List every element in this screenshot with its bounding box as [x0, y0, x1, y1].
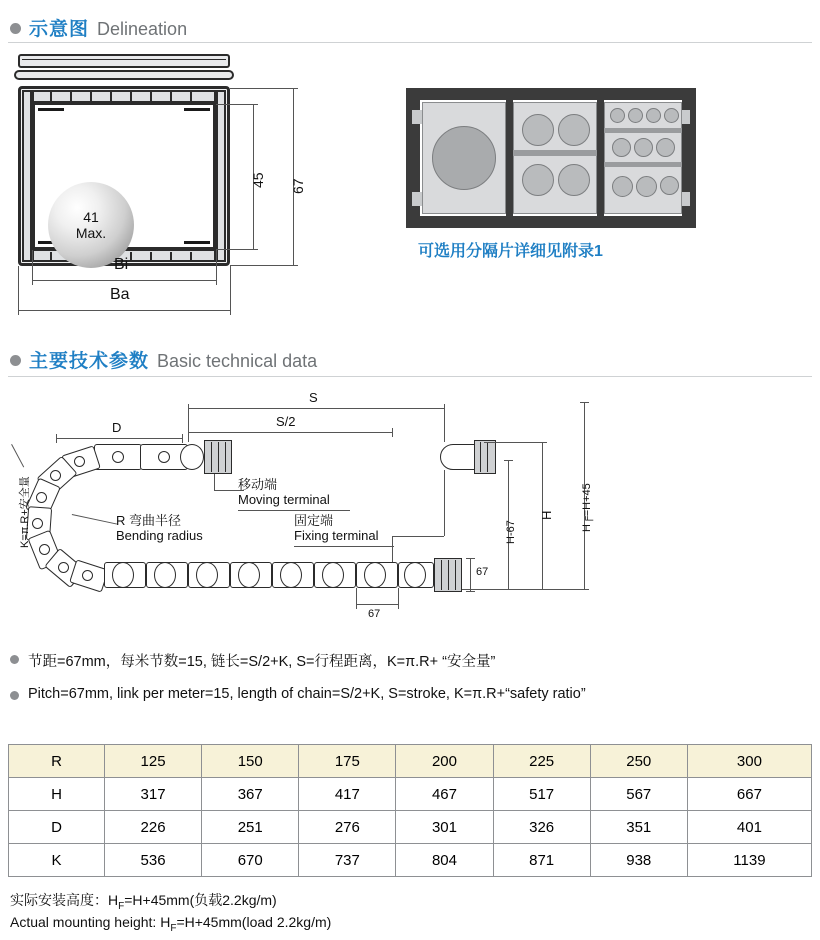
divider-note: 可选用分隔片详细见附录1 [418, 243, 603, 260]
bending-radius-label-en: Bending radius [116, 528, 203, 543]
tooth [110, 92, 112, 101]
tooth [150, 252, 152, 261]
table-cell: 938 [590, 844, 687, 877]
dim-label-ba: Ba [110, 286, 130, 303]
dim-label-D: D [112, 420, 122, 435]
dim-tick [188, 428, 189, 437]
ext-line [32, 250, 33, 282]
note-pitch-cn [10, 650, 800, 671]
divider-frame-bottom [406, 216, 696, 228]
table-cell: 670 [202, 844, 299, 877]
link-lens [364, 562, 386, 588]
table-cell: 300 [687, 745, 811, 778]
ext-line [230, 266, 231, 312]
dim-label-67-horizontal: 67 [368, 608, 381, 620]
divider-illustration [406, 88, 696, 228]
dim-label-HF: H╒=H+45 [581, 483, 593, 532]
terminal-rib [441, 560, 442, 590]
table-cell: 367 [202, 778, 299, 811]
table-cell: 871 [493, 844, 590, 877]
table-cell-label-R: R [9, 745, 105, 778]
cap-plate-line [22, 59, 226, 60]
footnote-cn-post: =H+45mm(负载2.2kg/m) [124, 892, 277, 908]
link-pin [74, 456, 85, 467]
table-cell: 667 [687, 778, 811, 811]
terminal-rib [480, 442, 481, 472]
ext-line [216, 104, 256, 105]
tooth [90, 92, 92, 101]
link-lens [180, 444, 204, 470]
ext-line [462, 589, 588, 590]
section-title-cn: 示意图 [29, 19, 90, 40]
underline [294, 546, 394, 547]
table-cell: 1139 [687, 844, 811, 877]
table-cell: 326 [493, 811, 590, 844]
cable-circle [612, 138, 631, 157]
ext-line [444, 408, 445, 442]
cross-section-drawing [10, 52, 350, 322]
terminal-rib [225, 442, 226, 472]
table-cell: 536 [105, 844, 202, 877]
dim-label-H: H [539, 510, 554, 520]
cable-circle [656, 138, 675, 157]
table-row-D [9, 811, 812, 844]
guide-line [392, 536, 444, 537]
dim-line-S2 [188, 432, 392, 433]
ext-line [216, 249, 256, 250]
corner-bracket [184, 241, 210, 244]
bullet-icon [10, 691, 19, 700]
cable-circle [646, 108, 661, 123]
terminal-rib [455, 560, 456, 590]
footnote-cn-pre: 实际安装高度：H [10, 892, 119, 908]
bullet-icon [10, 355, 21, 366]
divider-left-lug [412, 192, 422, 206]
section-title-en: Delineation [97, 19, 188, 39]
table-row-K [9, 844, 812, 877]
table-cell: 250 [590, 745, 687, 778]
bullet-icon [10, 23, 21, 34]
dim-line-67v [470, 558, 471, 592]
table-cell: 737 [299, 844, 396, 877]
link-lens [112, 562, 134, 588]
dim-tick [580, 589, 589, 590]
link-pin [158, 451, 170, 463]
table-cell-label-H: H [9, 778, 105, 811]
table-cell-label-K: K [9, 844, 105, 877]
link-lens [280, 562, 302, 588]
footnote-cn [10, 890, 277, 912]
cap-plate-bottom [14, 70, 234, 80]
fixing-terminal-label-en: Fixing terminal [294, 528, 379, 543]
link-lens [154, 562, 176, 588]
table-cell: 517 [493, 778, 590, 811]
terminal-rib [211, 442, 212, 472]
dim-line-K [11, 444, 24, 467]
corner-bracket [38, 108, 64, 111]
side-plate-right [216, 90, 226, 262]
cable-circle [522, 114, 554, 146]
cable-circle [558, 114, 590, 146]
divider-separator [597, 100, 604, 216]
fixing-terminal-label-cn: 固定端 [294, 513, 334, 528]
footnote-en-sub: F [170, 922, 177, 934]
dim-label-67: 67 [290, 178, 306, 194]
section-header-technical [10, 346, 317, 373]
dim-tick [580, 402, 589, 403]
tooth [190, 252, 192, 261]
cable-circle [664, 108, 679, 123]
table-cell: 200 [396, 745, 493, 778]
link-lens [238, 562, 260, 588]
terminal-rib [218, 442, 219, 472]
link-lens [322, 562, 344, 588]
link-pin [39, 544, 50, 555]
table-cell: 150 [202, 745, 299, 778]
table-cell: 225 [493, 745, 590, 778]
divider-shelf [604, 128, 682, 133]
divider-frame-right [682, 88, 696, 228]
table-cell: 417 [299, 778, 396, 811]
tooth [170, 92, 172, 101]
divider-left-lug [412, 110, 422, 124]
ext-line [230, 88, 296, 89]
table-cell: 125 [105, 745, 202, 778]
dim-label-K: K=π.R+安全量 [19, 476, 31, 548]
divider-frame-left [406, 88, 420, 228]
divider-frame-top [406, 88, 696, 100]
table-cell: 467 [396, 778, 493, 811]
dim-line-S [188, 408, 444, 409]
divider-shelf [604, 162, 682, 167]
dim-line-bi [32, 280, 216, 281]
link-lens [196, 562, 218, 588]
tooth [150, 92, 152, 101]
table-cell: 567 [590, 778, 687, 811]
link-lens [404, 562, 426, 588]
note-text-cn: 节距=67mm，每米节数=15, 链长=S/2+K, S=行程距离，K=π.R+ “安全量” [28, 654, 496, 670]
table-cell-label-D: D [9, 811, 105, 844]
spec-table [8, 744, 812, 877]
cable-circle [612, 176, 633, 197]
ext-line [398, 588, 399, 606]
chain-end-terminal [474, 440, 496, 474]
dim-tick [466, 558, 475, 559]
link-pin [50, 470, 61, 481]
leader-line [214, 474, 215, 490]
dim-line-67h [356, 604, 398, 605]
dim-label-S2: S/2 [276, 414, 296, 429]
tooth [170, 252, 172, 261]
ext-line [216, 250, 217, 282]
dim-line-D [56, 438, 182, 439]
footnote-en [10, 914, 331, 934]
dim-line-67 [293, 88, 294, 266]
link-pin [112, 451, 124, 463]
cable-circle [636, 176, 657, 197]
table-cell: 804 [396, 844, 493, 877]
note-text-en: Pitch=67mm, link per meter=15, length of chain=S/2+K, S=stroke, K=π.R+“safety ratio” [28, 686, 586, 702]
cable-circle [660, 176, 679, 195]
link-pin [32, 518, 43, 529]
dim-label-S: S [309, 390, 318, 405]
bore-max-label: Max. [75, 225, 107, 241]
corner-bracket [184, 108, 210, 111]
cable-circle [634, 138, 653, 157]
leader-line [72, 514, 117, 525]
table-cell: 276 [299, 811, 396, 844]
dim-tick [56, 434, 57, 443]
link-pin [82, 570, 93, 581]
divider-separator [506, 100, 513, 216]
tooth [130, 92, 132, 101]
table-cell: 401 [687, 811, 811, 844]
footnote-en-post: =H+45mm(load 2.2kg/m) [176, 914, 332, 930]
cable-circle [628, 108, 643, 123]
table-row-R [9, 745, 812, 778]
tooth [70, 92, 72, 101]
bullet-icon [10, 655, 19, 664]
chain-layout-drawing [8, 388, 814, 628]
footnote-en-pre: Actual mounting height: H [10, 914, 171, 930]
ext-line [18, 266, 19, 312]
dim-label-H-67: H-67 [505, 520, 517, 544]
cable-circle [610, 108, 625, 123]
crossbar-top [32, 90, 216, 103]
ext-line [484, 442, 544, 443]
table-cell: 226 [105, 811, 202, 844]
cable-circle [558, 164, 590, 196]
moving-terminal-label-en: Moving terminal [238, 492, 330, 507]
footnote-cn-sub: F [118, 900, 125, 912]
ext-line [356, 588, 357, 606]
tooth [50, 92, 52, 101]
tooth [190, 92, 192, 101]
tooth [130, 252, 132, 261]
dim-tick [392, 428, 393, 437]
link-pin [36, 492, 47, 503]
table-cell: 351 [590, 811, 687, 844]
dim-label-45: 45 [250, 172, 266, 188]
table-cell: 317 [105, 778, 202, 811]
section-divider-1 [8, 42, 812, 43]
section-title-en-2: Basic technical data [157, 351, 318, 371]
dim-line-ba [18, 310, 230, 311]
dim-tick [504, 460, 513, 461]
section-divider-2 [8, 376, 812, 377]
section-header-delineation [10, 14, 187, 41]
terminal-rib [448, 560, 449, 590]
table-row-H [9, 778, 812, 811]
table-cell: 301 [396, 811, 493, 844]
guide-line [444, 470, 445, 536]
table-cell: 251 [202, 811, 299, 844]
moving-terminal-label-cn: 移动端 [238, 477, 278, 492]
dim-label-bi: Bi [114, 256, 129, 273]
dim-tick [466, 591, 475, 592]
guide-line [392, 536, 393, 562]
side-plate-left [22, 90, 32, 262]
link-pin [58, 562, 69, 573]
cap-plate-top [18, 54, 230, 68]
dim-tick [182, 434, 183, 443]
cable-circle [432, 126, 496, 190]
section-title-cn-2: 主要技术参数 [29, 351, 150, 372]
cable-circle [522, 164, 554, 196]
dim-label-67-vertical: 67 [476, 566, 489, 578]
divider-shelf [513, 150, 597, 156]
table-cell: 175 [299, 745, 396, 778]
ext-line [230, 265, 296, 266]
note-pitch-en [10, 686, 800, 702]
bending-radius-label-cn: R 弯曲半径 [116, 513, 182, 528]
tooth [50, 252, 52, 261]
terminal-rib [487, 442, 488, 472]
bore-value: 41 [83, 208, 99, 225]
